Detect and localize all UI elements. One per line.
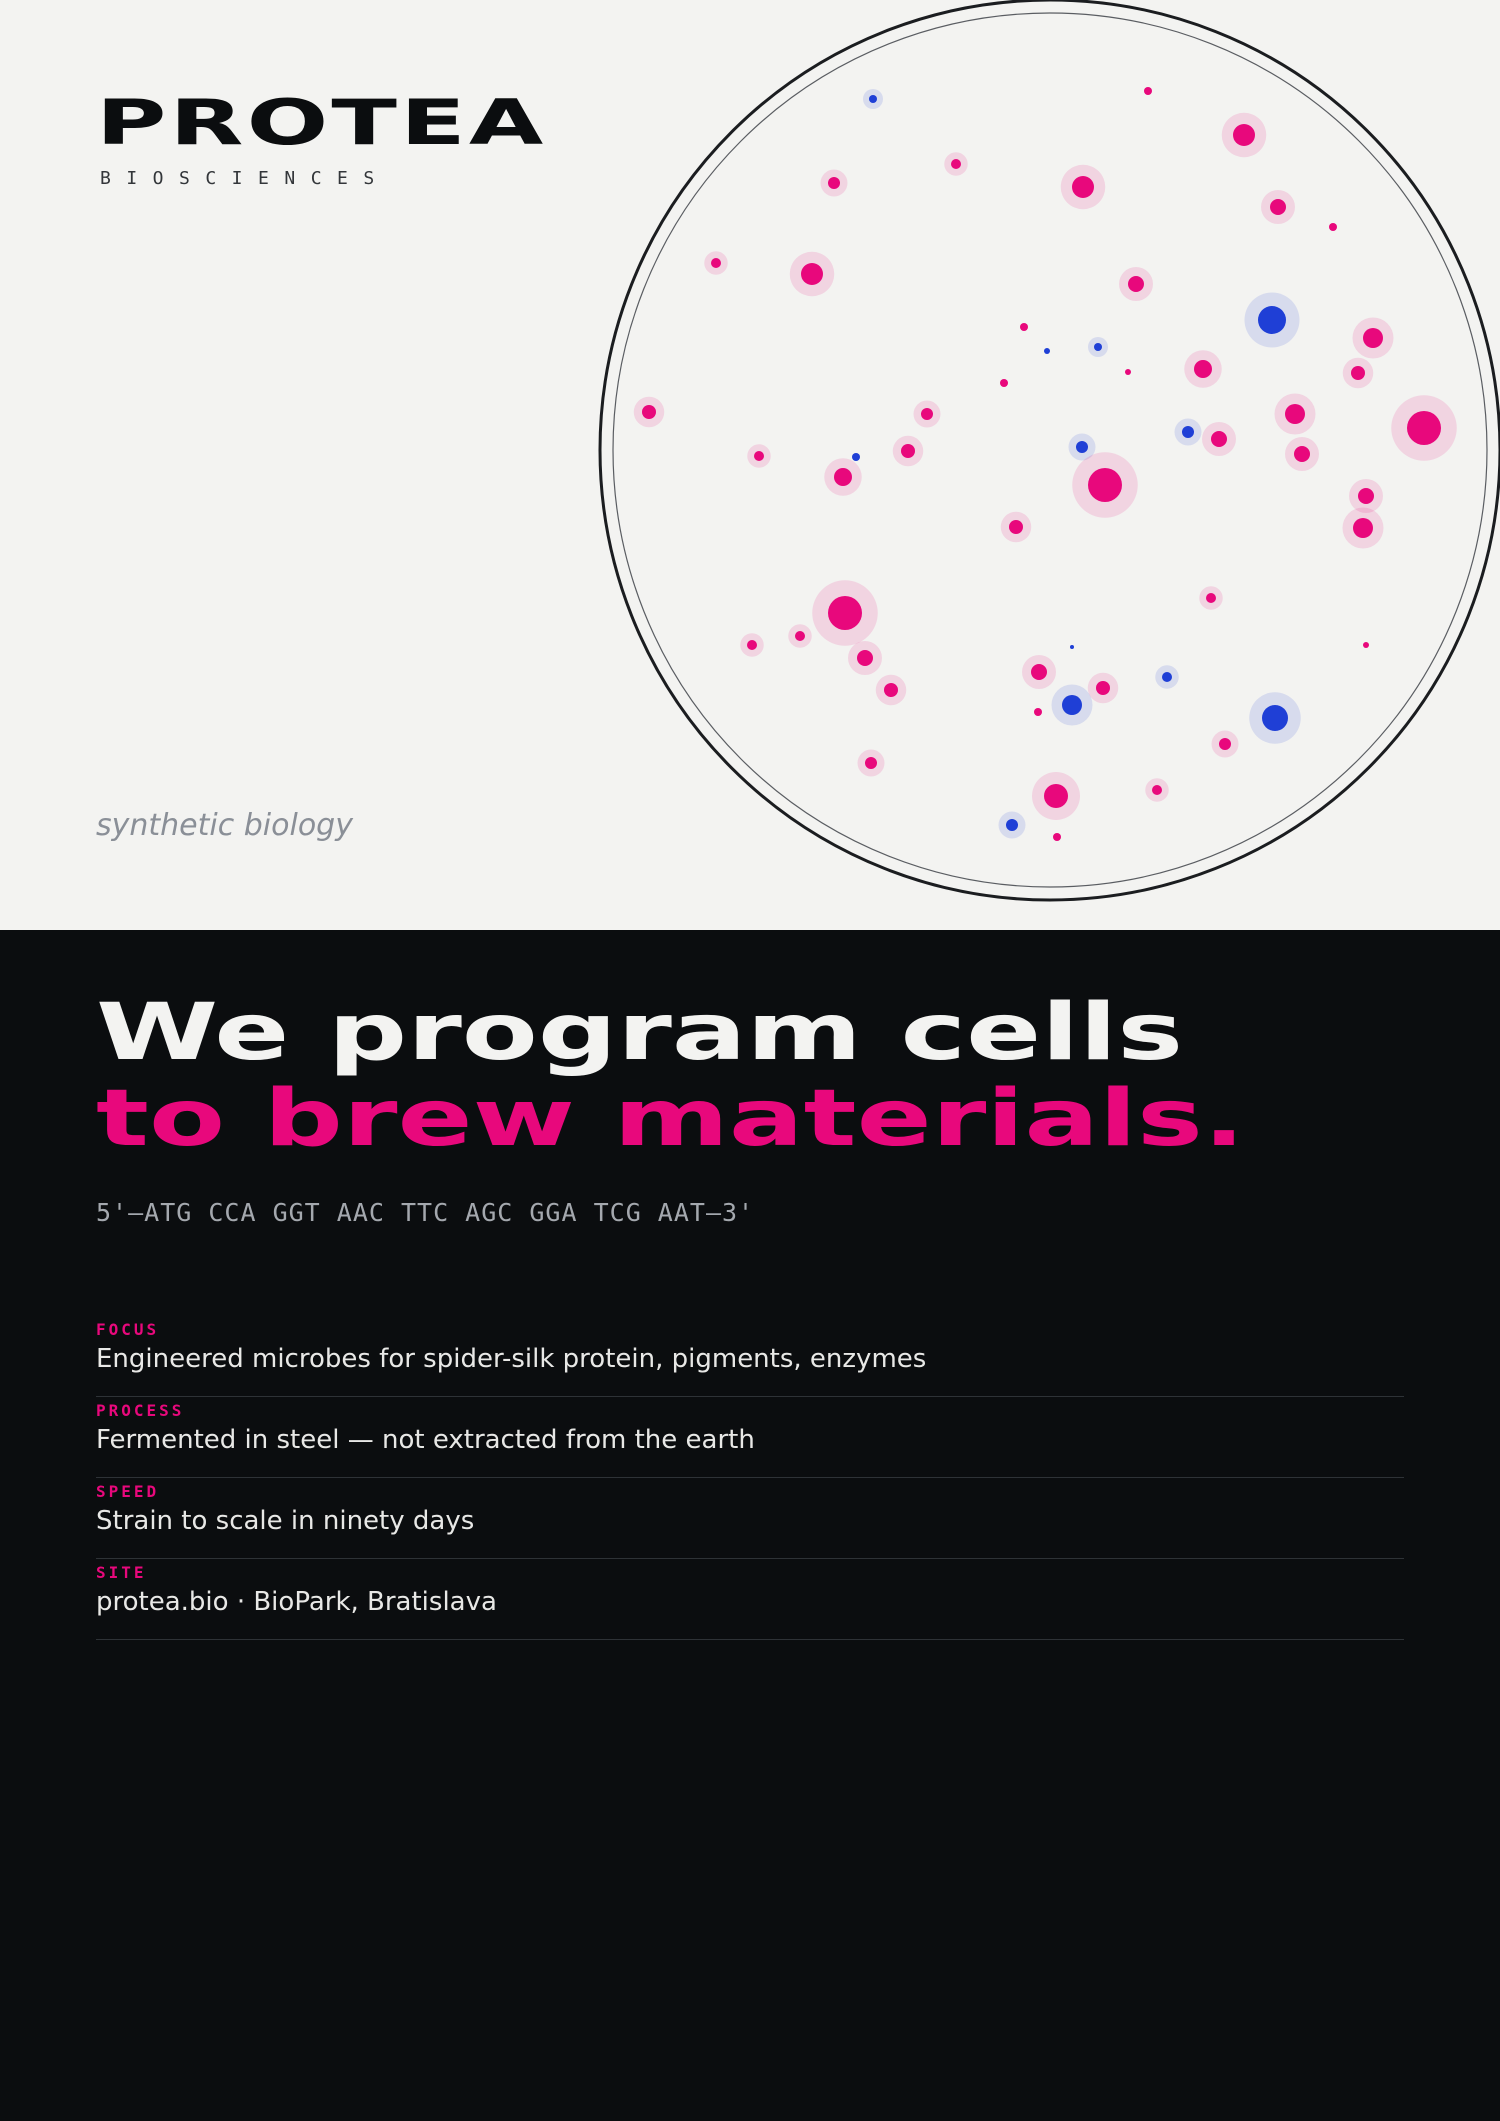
colony-core [747,640,757,650]
colony-pink [944,152,968,176]
colony-pink [1353,318,1394,359]
bacterial-colonies [634,87,1457,841]
colony-core [1270,199,1286,215]
colony-pink [1212,731,1239,758]
colony-core [1358,488,1374,504]
colony-pink [858,750,885,777]
colony-pink [812,580,878,646]
colony-core [1182,426,1194,438]
petri-dish-rim [600,0,1500,900]
headline-line-2: to brew materials. [96,1074,1246,1164]
fact-label: FOCUS [96,1320,160,1339]
colony-core [1044,348,1050,354]
colony-blue [1088,337,1108,357]
brand-subtitle: BIOSCIENCES [100,168,390,189]
colony-pink [1202,422,1236,456]
colony-core [1144,87,1152,95]
colony-core [1125,369,1131,375]
colony-pink [1285,437,1319,471]
colony-pink [634,397,665,428]
colony-core [828,596,862,630]
colony-pink [914,401,941,428]
colony-core [869,95,877,103]
colony-core [642,405,656,419]
colony-core [1233,124,1255,146]
colony-core [1076,441,1088,453]
colony-blue [999,812,1026,839]
headline-line-1: We program cells [96,988,1184,1078]
colony-blue [1155,665,1179,689]
colony-pink [876,675,907,706]
colony-core [1211,431,1227,447]
colony-core [828,177,840,189]
colony-pink [1329,223,1337,231]
colony-pink [1144,87,1152,95]
colony-pink [1001,512,1032,543]
colony-core [1044,784,1068,808]
colony-core [711,258,721,268]
colony-pink [1199,586,1223,610]
fact-label: SPEED [96,1482,160,1501]
colony-core [1020,323,1028,331]
colony-blue [1245,293,1300,348]
colony-core [1329,223,1337,231]
colony-core [1072,176,1094,198]
colony-core [1294,446,1310,462]
colony-core [1000,379,1008,387]
colony-pink [740,633,764,657]
fact-value: Fermented in steel — not extracted from the earth [96,1425,755,1455]
colony-core [1096,681,1110,695]
colony-pink [1343,508,1384,549]
colony-pink [1391,395,1457,461]
content-panel [0,930,1500,2121]
colony-pink [1020,323,1028,331]
colony-pink [893,436,924,467]
colony-core [852,453,860,461]
colony-core [857,650,873,666]
colony-core [1009,520,1023,534]
colony-pink [1261,190,1295,224]
colony-core [1363,328,1383,348]
colony-pink [1119,267,1153,301]
colony-core [801,263,823,285]
colony-core [1285,404,1305,424]
colony-core [1128,276,1144,292]
fact-label: PROCESS [96,1401,185,1420]
fact-value: Strain to scale in ninety days [96,1506,475,1536]
colony-core [1031,664,1047,680]
colony-core [1088,468,1122,502]
colony-blue [852,453,860,461]
dna-sequence: 5'—ATG CCA GGT AAC TTC AGC GGA TCG AAT—3' [96,1198,755,1227]
colony-core [1152,785,1162,795]
colony-core [1351,366,1365,380]
colony-core [1353,518,1373,538]
colony-blue [1070,645,1074,649]
colony-core [1194,360,1212,378]
colony-blue [1044,348,1050,354]
colony-core [834,468,852,486]
colony-pink [1000,379,1008,387]
colony-core [951,159,961,169]
colony-blue [1052,685,1093,726]
fact-list [96,1316,1404,1640]
colony-pink [1343,358,1374,389]
fact-label: SITE [96,1563,147,1582]
fact-row-focus [96,1316,1404,1397]
colony-core [1062,695,1082,715]
colony-core [865,757,877,769]
colony-core [1034,708,1042,716]
colony-pink [790,252,835,297]
colony-pink [1032,772,1080,820]
colony-pink [1061,165,1106,210]
colony-pink [1363,642,1369,648]
brand-logo: PROTEA [96,86,547,159]
colony-core [1407,411,1441,445]
fact-value: Engineered microbes for spider-silk protein, pigments, enzymes [96,1344,927,1374]
colony-pink [848,641,882,675]
colony-core [921,408,933,420]
colony-pink [1184,350,1222,388]
fact-row-site [96,1559,1404,1640]
colony-pink [821,170,848,197]
colony-pink [1022,655,1056,689]
colony-core [1206,593,1216,603]
colony-core [1219,738,1231,750]
colony-pink [1053,833,1061,841]
colony-pink [1034,708,1042,716]
colony-core [884,683,898,697]
colony-pink [1145,778,1169,802]
colony-pink [1072,452,1138,518]
colony-pink [788,624,812,648]
colony-core [1162,672,1172,682]
colony-core [1262,705,1288,731]
colony-core [754,451,764,461]
colony-core [901,444,915,458]
colony-blue [1249,692,1301,744]
colony-core [1070,645,1074,649]
fact-value: protea.bio · BioPark, Bratislava [96,1587,497,1617]
colony-core [1053,833,1061,841]
colony-pink [824,458,862,496]
colony-pink [1125,369,1131,375]
fact-row-speed [96,1478,1404,1559]
fact-row-process [96,1397,1404,1478]
colony-pink [747,444,771,468]
colony-pink [1088,673,1119,704]
colony-blue [863,89,883,109]
headline [96,990,1245,1162]
colony-core [1258,306,1286,334]
colony-blue [1175,419,1202,446]
colony-core [1006,819,1018,831]
colony-pink [704,251,728,275]
colony-core [1363,642,1369,648]
hero-panel [0,0,1500,930]
colony-core [795,631,805,641]
tagline: synthetic biology [96,808,353,843]
colony-pink [1275,394,1316,435]
colony-pink [1222,113,1267,158]
colony-core [1094,343,1102,351]
